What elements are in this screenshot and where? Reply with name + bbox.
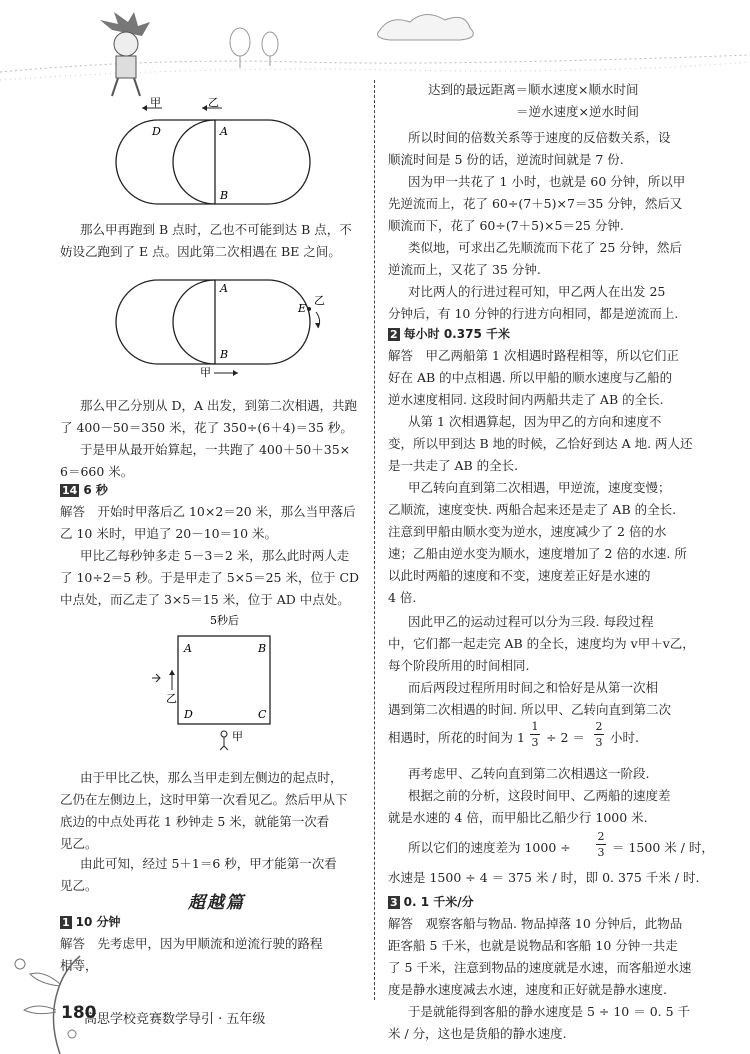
fig1-yi: 乙 — [208, 96, 219, 109]
svg-text:D: D — [184, 708, 193, 721]
svg-text:B: B — [258, 642, 267, 655]
fig1-jia: 甲 — [150, 96, 161, 109]
svg-text:B: B — [220, 189, 229, 202]
figure-square — [140, 610, 300, 760]
svg-text:A: A — [220, 282, 228, 295]
vine-decoration-icon — [0, 950, 90, 1054]
cloud-icon — [378, 14, 474, 40]
right-p12b: 水速是 1500 ÷ 4 ＝ 375 米 / 时，即 0. 375 千米 / 时. — [388, 870, 700, 885]
section-2-heading: 2 每小时 0.375 千米 — [390, 327, 510, 341]
figure-track-2 — [100, 270, 340, 380]
svg-text:B: B — [220, 348, 229, 361]
svg-text:C: C — [258, 708, 267, 721]
figure-track-1 — [100, 95, 340, 210]
svg-text:A: A — [220, 125, 228, 138]
section-1-heading: 1 10 分钟 — [62, 915, 121, 929]
chapter-title: 超越篇 — [188, 893, 245, 913]
column-divider — [374, 80, 375, 1000]
svg-text:甲: 甲 — [200, 366, 211, 379]
cartoon-boy-icon — [100, 12, 150, 96]
svg-text:乙: 乙 — [314, 294, 325, 307]
section-3-heading: 3 0. 1 千米/分 — [390, 895, 474, 909]
svg-text:E: E — [298, 302, 307, 315]
tree-icon — [230, 28, 278, 68]
svg-text:乙: 乙 — [166, 692, 177, 705]
svg-text:甲: 甲 — [232, 730, 243, 743]
svg-text:D: D — [152, 125, 161, 138]
book-title-footer: 高思学校竞赛数学导引 · 五年级 — [84, 1012, 266, 1027]
section-14-heading: 14 6 秒 — [62, 483, 108, 497]
page-number: 180 — [61, 1003, 97, 1023]
svg-text:5秒后: 5秒后 — [210, 614, 239, 627]
svg-text:A: A — [184, 642, 192, 655]
